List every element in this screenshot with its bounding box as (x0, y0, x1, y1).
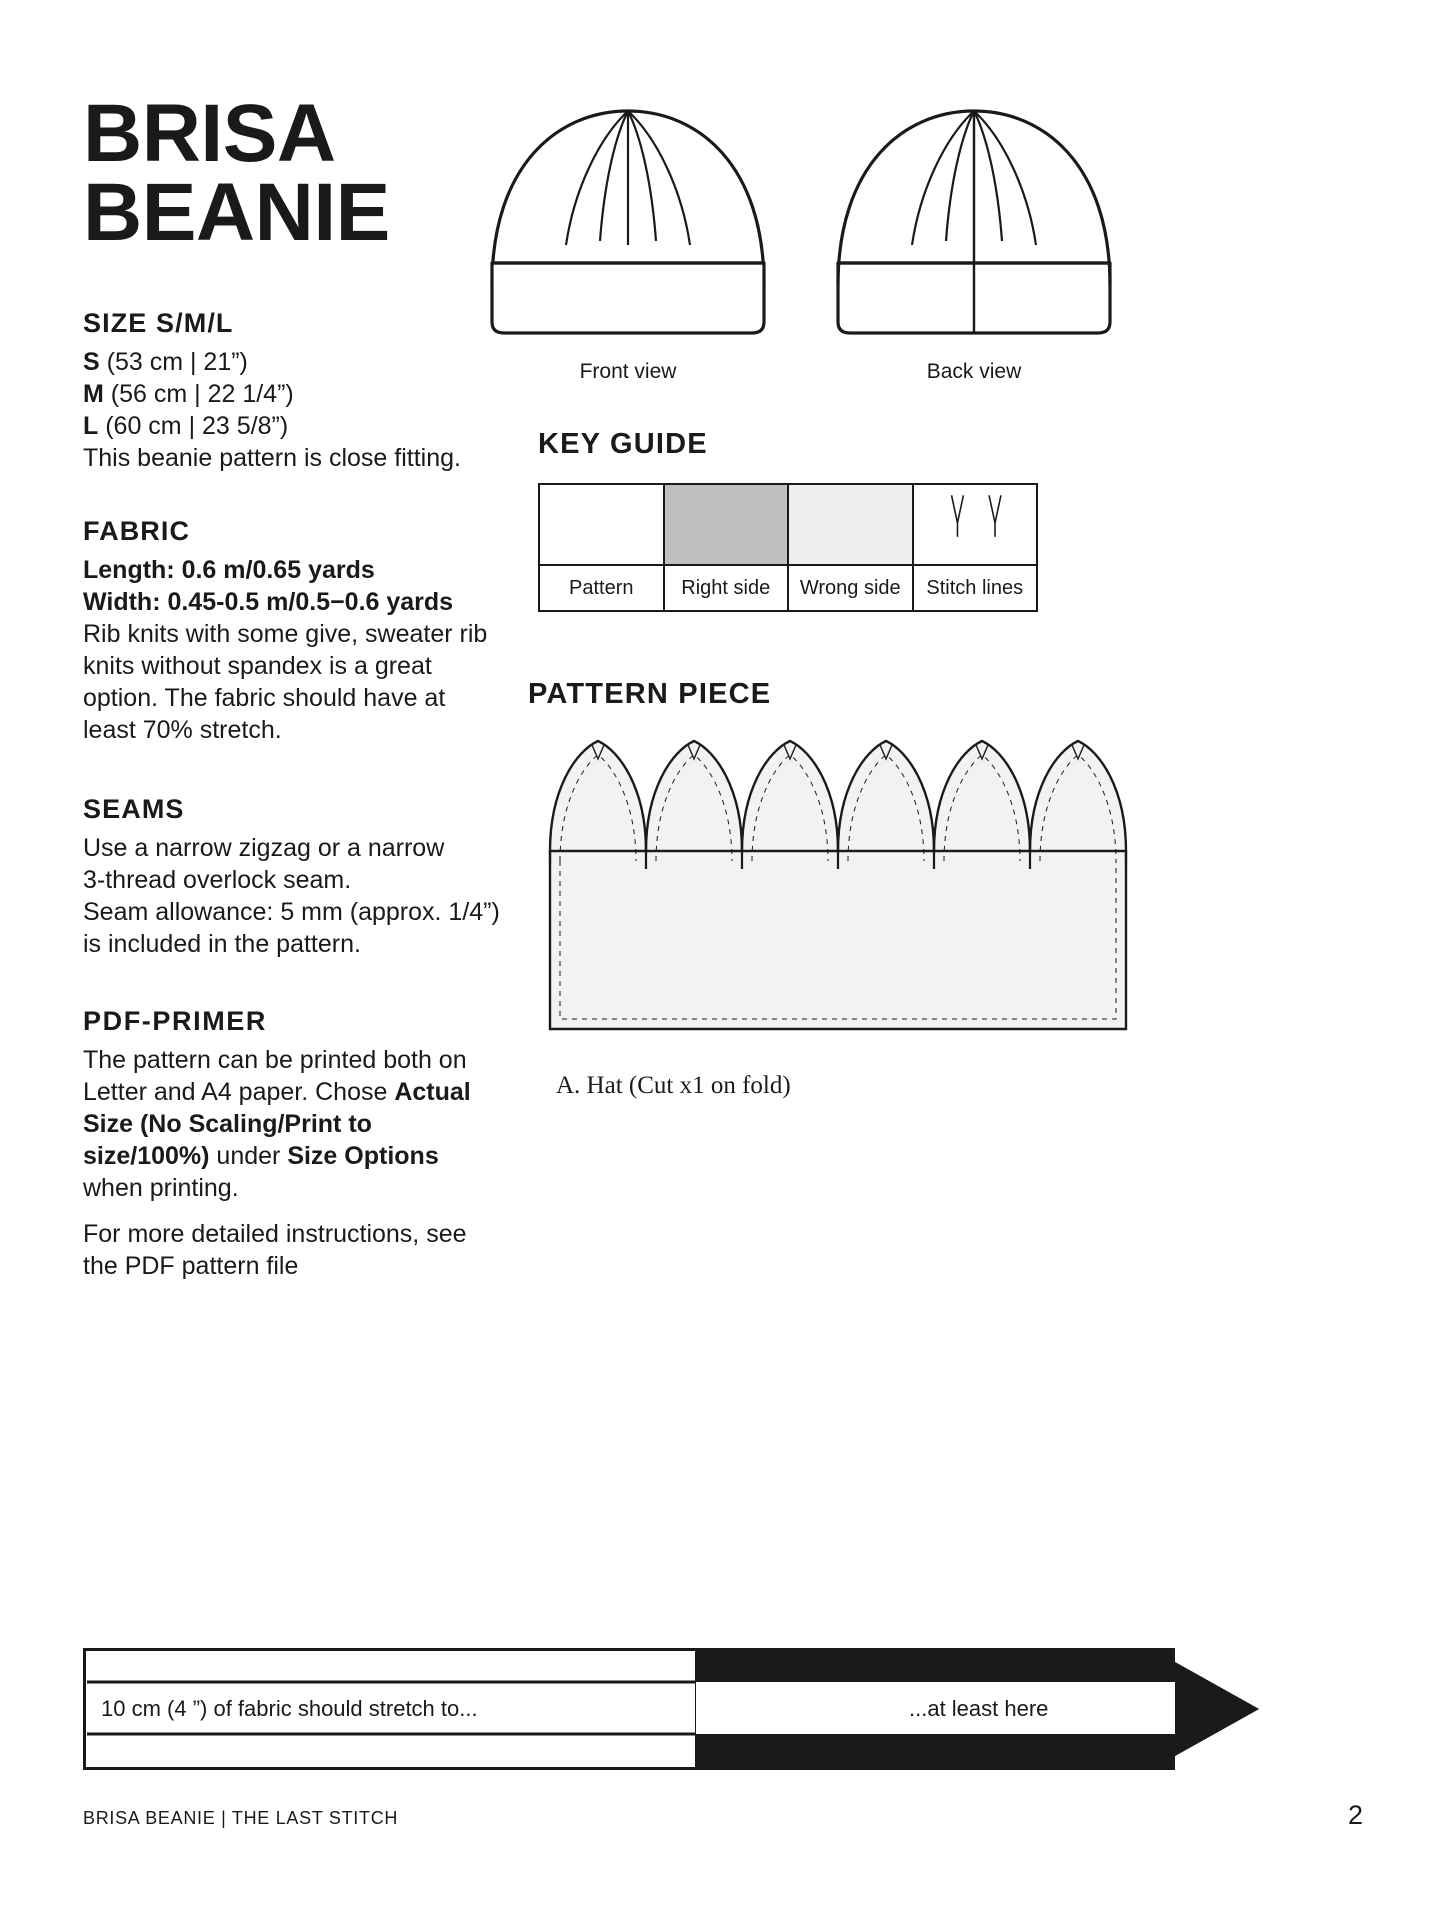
pdf-primer-body (83, 1044, 503, 1204)
pdf-primer-text-c: when printing. (83, 1174, 239, 1203)
fabric-width (83, 586, 503, 618)
size-entry-m (83, 378, 503, 410)
back-view-caption: Back view (926, 360, 1022, 383)
key-swatch-pattern (539, 484, 664, 565)
key-label-pattern: Pattern (539, 565, 664, 611)
seams-heading: SEAMS (83, 794, 185, 825)
seams-line-3: Seam allowance: 5 mm (approx. 1/4”) (83, 898, 500, 927)
fabric-length (83, 554, 503, 586)
front-view-illustration (478, 95, 778, 345)
key-label-wrong-side: Wrong side (788, 565, 913, 611)
size-note: This beanie pattern is close fitting. (83, 444, 461, 473)
fabric-length-value: 0.6 m/0.65 yards (174, 556, 375, 585)
size-value-m: (56 cm | 22 1/4”) (103, 380, 294, 409)
pdf-primer-bold-b: Size Options (287, 1142, 439, 1171)
fabric-length-label: Length: (83, 556, 175, 585)
key-swatch-right-side (664, 484, 789, 565)
technical-drawings (470, 95, 1370, 384)
key-swatch-stitch-lines (913, 484, 1038, 565)
size-heading: SIZE S/M/L (83, 308, 234, 339)
pattern-piece-heading: PATTERN PIECE (528, 678, 772, 710)
fabric-width-label: Width: (83, 588, 161, 617)
pdf-primer-heading: PDF-PRIMER (83, 1006, 267, 1037)
stretch-gauge-right-label: ...at least here (909, 1696, 1049, 1721)
size-value-s: (53 cm | 21”) (99, 348, 248, 377)
key-guide-table (538, 483, 1038, 612)
page-footer (83, 1800, 1363, 1831)
seams-line-4: is included in the pattern. (83, 930, 361, 959)
page-title (83, 88, 503, 258)
size-entry-l (83, 410, 503, 442)
stitch-lines-icon (914, 485, 1037, 559)
pdf-primer-text-a: The pattern can be printed both on Letter and A4 paper. Chose (83, 1046, 467, 1107)
stretch-gauge-left-label: 10 cm (4 ”) of fabric should stretch to... (101, 1696, 478, 1721)
key-guide-heading: KEY GUIDE (538, 428, 708, 460)
fabric-description: Rib knits with some give, sweater rib knits without spandex is a great option. The fabric should have at least 70% stretch. (83, 620, 488, 745)
key-guide-label-row (539, 565, 1037, 611)
footer-page-number: 2 (1347, 1800, 1363, 1830)
left-column (83, 88, 503, 1282)
size-section (83, 308, 503, 474)
seams-section (83, 794, 503, 960)
key-label-stitch-lines: Stitch lines (913, 565, 1038, 611)
pdf-primer-more-info: For more detailed instructions, see the PDF pattern file (83, 1220, 467, 1281)
seams-line-2: 3-thread overlock seam. (83, 866, 352, 895)
pdf-primer-section (83, 1006, 503, 1282)
size-value-l: (60 cm | 23 5/8”) (98, 412, 289, 441)
back-view-illustration (824, 95, 1124, 345)
fabric-section (83, 516, 503, 746)
key-guide-section (470, 428, 1370, 612)
key-label-right-side: Right side (664, 565, 789, 611)
pattern-piece-caption: A. Hat (Cut x1 on fold) (556, 1072, 791, 1099)
title-line-2: BEANIE (83, 166, 390, 258)
stretch-gauge (83, 1648, 1259, 1770)
seams-line-1: Use a narrow zigzag or a narrow (83, 834, 445, 863)
pattern-piece-section (470, 678, 1370, 1100)
title-line-1: BRISA (83, 88, 336, 179)
pdf-primer-text-b: under (209, 1142, 288, 1171)
key-guide-swatch-row (539, 484, 1037, 565)
pdf-primer-bold-a: Actual Size (No Scaling/Print to size/100%) (83, 1078, 471, 1171)
pattern-piece-illustration (528, 729, 1148, 1049)
size-entry-s (83, 346, 503, 378)
footer-document-name: BRISA BEANIE | THE LAST STITCH (83, 1808, 399, 1828)
back-view-block (824, 95, 1124, 384)
front-view-caption: Front view (579, 360, 677, 383)
right-column (470, 95, 1370, 1100)
size-label-l: L (83, 412, 99, 441)
size-label-m: M (83, 380, 104, 409)
key-swatch-wrong-side (788, 484, 913, 565)
front-view-block (478, 95, 778, 384)
fabric-heading: FABRIC (83, 516, 191, 547)
fabric-width-value: 0.45-0.5 m/0.5−0.6 yards (160, 588, 454, 617)
size-label-s: S (83, 348, 100, 377)
